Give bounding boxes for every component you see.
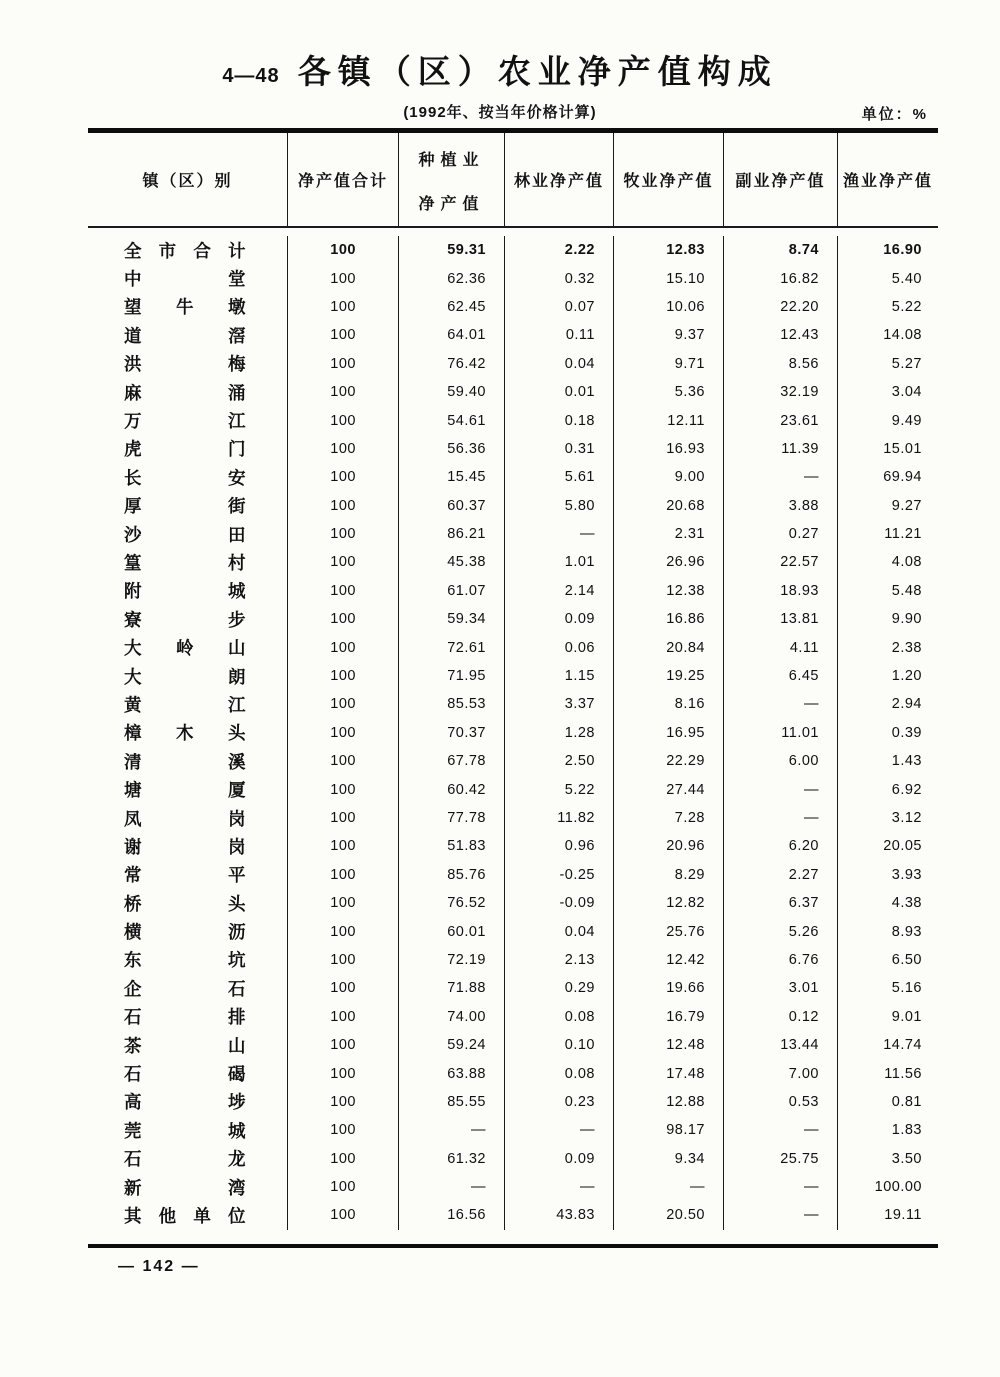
- value-cell: 72.61: [399, 633, 505, 661]
- title-block: [0, 46, 1000, 93]
- header-total: 净产值合计: [288, 133, 399, 226]
- value-cell: 6.76: [724, 946, 838, 974]
- value-cell: 0.01: [505, 378, 614, 406]
- value-cell: 85.55: [399, 1088, 505, 1116]
- value-cell: 15.45: [399, 463, 505, 491]
- header-sideline: 副业净产值: [724, 133, 838, 226]
- value-cell: 9.01: [891, 1008, 922, 1025]
- town-name-cell: 高 埗: [88, 1088, 288, 1116]
- town-name-cell: 大 朗: [88, 662, 288, 690]
- value-cell: 12.88: [614, 1088, 724, 1116]
- table-row: [88, 321, 938, 349]
- value-cell: 100: [288, 1031, 399, 1059]
- header-town: 镇（区）别: [88, 133, 288, 226]
- value-cell: 6.20: [724, 832, 838, 860]
- value-cell: 100: [288, 832, 399, 860]
- table-row: [88, 775, 938, 803]
- value-cell: 14.74: [883, 1037, 922, 1054]
- value-cell: 0.23: [505, 1088, 614, 1116]
- value-cell: 12.11: [614, 406, 724, 434]
- value-cell: 5.80: [505, 492, 614, 520]
- value-cell: 2.31: [614, 520, 724, 548]
- table-row: [88, 1031, 938, 1059]
- value-cell: 61.07: [399, 577, 505, 605]
- value-cell: 71.88: [399, 974, 505, 1002]
- value-cell: 100: [288, 1145, 399, 1173]
- table-row: [88, 861, 938, 889]
- table-row: [88, 435, 938, 463]
- value-cell: 5.22: [505, 775, 614, 803]
- value-cell: 100: [288, 974, 399, 1002]
- value-cell: 60.42: [399, 775, 505, 803]
- town-name-cell: 石 龙: [88, 1145, 288, 1173]
- header-planting-line1: 种植业: [418, 152, 485, 169]
- value-cell: 59.24: [399, 1031, 505, 1059]
- value-cell: 5.22: [891, 298, 922, 315]
- town-name-cell: 其 他 单 位: [88, 1201, 288, 1229]
- value-cell: 32.19: [724, 378, 838, 406]
- value-cell: 9.00: [614, 463, 724, 491]
- value-cell: 5.26: [724, 917, 838, 945]
- value-cell: 20.68: [614, 492, 724, 520]
- value-cell: 100: [288, 1059, 399, 1087]
- value-cell: 62.45: [399, 293, 505, 321]
- table-row: [88, 747, 938, 775]
- value-cell: 16.95: [614, 719, 724, 747]
- value-cell: 12.48: [614, 1031, 724, 1059]
- town-name-cell: 寮 步: [88, 605, 288, 633]
- value-cell: 5.40: [891, 270, 922, 287]
- value-cell: 9.34: [614, 1145, 724, 1173]
- town-name-cell: 附 城: [88, 577, 288, 605]
- value-cell: 100: [288, 1201, 399, 1229]
- town-name-cell: 谢 岗: [88, 832, 288, 860]
- town-name-cell: 虎 门: [88, 435, 288, 463]
- table-row: [88, 633, 938, 661]
- value-cell: 100: [288, 1116, 399, 1144]
- town-name-cell: 厚 街: [88, 492, 288, 520]
- value-cell: 85.53: [399, 690, 505, 718]
- value-cell: 8.16: [614, 690, 724, 718]
- town-name-cell: 黄 江: [88, 690, 288, 718]
- header-husbandry: 牧业净产值: [614, 133, 724, 226]
- value-cell: 11.82: [505, 804, 614, 832]
- value-cell: —: [724, 690, 838, 718]
- value-cell: 3.04: [891, 384, 922, 401]
- value-cell: 11.01: [724, 719, 838, 747]
- value-cell: —: [724, 1201, 838, 1229]
- value-cell: 100: [288, 605, 399, 633]
- town-name-cell: 道 滘: [88, 321, 288, 349]
- town-name-cell: 清 溪: [88, 747, 288, 775]
- header-fishery: 渔业净产值: [842, 173, 933, 190]
- table-row: [88, 1145, 938, 1173]
- town-name-cell: 大 岭 山: [88, 633, 288, 661]
- value-cell: 2.22: [505, 236, 614, 264]
- table-row: [88, 605, 938, 633]
- value-cell: 100: [288, 492, 399, 520]
- value-cell: 70.37: [399, 719, 505, 747]
- value-cell: 76.42: [399, 350, 505, 378]
- value-cell: 8.29: [614, 861, 724, 889]
- value-cell: 12.82: [614, 889, 724, 917]
- value-cell: 54.61: [399, 406, 505, 434]
- town-name-cell: 莞 城: [88, 1116, 288, 1144]
- subtitle: (1992年、按当年价格计算): [403, 104, 597, 121]
- table-row: [88, 1201, 938, 1229]
- table-row: [88, 293, 938, 321]
- value-cell: 1.43: [891, 753, 922, 770]
- value-cell: 100: [288, 236, 399, 264]
- value-cell: 9.71: [614, 350, 724, 378]
- value-cell: 1.15: [505, 662, 614, 690]
- value-cell: 100: [288, 406, 399, 434]
- table-number: 4—48: [222, 65, 280, 87]
- value-cell: 67.78: [399, 747, 505, 775]
- value-cell: 16.82: [724, 264, 838, 292]
- table-row: [88, 492, 938, 520]
- town-name-cell: 樟 木 头: [88, 719, 288, 747]
- value-cell: 22.57: [724, 548, 838, 576]
- page-title: 各镇（区）农业净产值构成: [297, 53, 778, 90]
- value-cell: 25.76: [614, 917, 724, 945]
- value-cell: 100: [288, 889, 399, 917]
- value-cell: -0.09: [505, 889, 614, 917]
- value-cell: 64.01: [399, 321, 505, 349]
- value-cell: 9.37: [614, 321, 724, 349]
- town-name-cell: 茶 山: [88, 1031, 288, 1059]
- town-name-cell: 桥 头: [88, 889, 288, 917]
- town-name-cell: 横 沥: [88, 917, 288, 945]
- value-cell: 62.36: [399, 264, 505, 292]
- value-cell: 85.76: [399, 861, 505, 889]
- value-cell: 3.12: [891, 810, 922, 826]
- table-row: [88, 264, 938, 292]
- value-cell: 19.11: [884, 1207, 922, 1224]
- value-cell: 61.32: [399, 1145, 505, 1173]
- value-cell: —: [399, 1173, 505, 1201]
- table-row: [88, 719, 938, 747]
- value-cell: 100: [288, 775, 399, 803]
- town-name-cell: 沙 田: [88, 520, 288, 548]
- town-name-cell: 全 市 合 计: [88, 236, 288, 264]
- table-row: [88, 662, 938, 690]
- value-cell: 5.27: [891, 355, 922, 372]
- value-cell: 7.28: [614, 804, 724, 832]
- value-cell: 100: [288, 917, 399, 945]
- value-cell: 100.00: [874, 1179, 922, 1196]
- value-cell: 12.43: [724, 321, 838, 349]
- value-cell: 13.44: [724, 1031, 838, 1059]
- value-cell: 8.74: [724, 236, 838, 264]
- value-cell: 100: [288, 662, 399, 690]
- table-body: [88, 228, 938, 1244]
- value-cell: 16.86: [614, 605, 724, 633]
- value-cell: 5.48: [891, 582, 922, 599]
- value-cell: 12.83: [614, 236, 724, 264]
- value-cell: —: [614, 1173, 724, 1201]
- value-cell: 100: [288, 804, 399, 832]
- value-cell: 100: [288, 435, 399, 463]
- value-cell: 8.93: [891, 923, 922, 940]
- value-cell: 0.09: [505, 605, 614, 633]
- table-row: [88, 974, 938, 1002]
- town-name-cell: 凤 岗: [88, 804, 288, 832]
- value-cell: 5.61: [505, 463, 614, 491]
- value-cell: 11.39: [724, 435, 838, 463]
- value-cell: 0.12: [724, 1003, 838, 1031]
- value-cell: 0.09: [505, 1145, 614, 1173]
- value-cell: 100: [288, 378, 399, 406]
- value-cell: 76.52: [399, 889, 505, 917]
- value-cell: 51.83: [399, 832, 505, 860]
- table-row: [88, 917, 938, 945]
- value-cell: 6.00: [724, 747, 838, 775]
- value-cell: 23.61: [724, 406, 838, 434]
- town-name-cell: 石 排: [88, 1003, 288, 1031]
- value-cell: 12.42: [614, 946, 724, 974]
- value-cell: 19.66: [614, 974, 724, 1002]
- value-cell: 0.31: [505, 435, 614, 463]
- value-cell: 6.45: [724, 662, 838, 690]
- town-name-cell: 东 坑: [88, 946, 288, 974]
- value-cell: —: [724, 463, 838, 491]
- table-row: [88, 378, 938, 406]
- value-cell: 59.34: [399, 605, 505, 633]
- value-cell: 1.01: [505, 548, 614, 576]
- value-cell: 56.36: [399, 435, 505, 463]
- town-name-cell: 石 碣: [88, 1059, 288, 1087]
- value-cell: 9.90: [891, 611, 922, 628]
- town-name-cell: 企 石: [88, 974, 288, 1002]
- value-cell: 15.10: [614, 264, 724, 292]
- value-cell: 20.05: [883, 838, 922, 855]
- value-cell: 0.04: [505, 917, 614, 945]
- value-cell: 14.08: [883, 327, 922, 344]
- table-row: [88, 577, 938, 605]
- value-cell: 0.06: [505, 633, 614, 661]
- value-cell: 100: [288, 293, 399, 321]
- town-name-cell: 中 堂: [88, 264, 288, 292]
- subtitle-row: [0, 101, 1000, 122]
- value-cell: 3.50: [891, 1150, 922, 1167]
- table-row: [88, 946, 938, 974]
- value-cell: 1.83: [891, 1122, 922, 1139]
- value-cell: 2.14: [505, 577, 614, 605]
- table-row: [88, 889, 938, 917]
- value-cell: 0.11: [505, 321, 614, 349]
- town-name-cell: 篁 村: [88, 548, 288, 576]
- value-cell: 2.94: [891, 696, 922, 713]
- value-cell: 8.56: [724, 350, 838, 378]
- value-cell: 0.08: [505, 1003, 614, 1031]
- value-cell: 0.27: [724, 520, 838, 548]
- value-cell: 0.18: [505, 406, 614, 434]
- value-cell: 2.13: [505, 946, 614, 974]
- value-cell: —: [505, 520, 614, 548]
- value-cell: 7.00: [724, 1059, 838, 1087]
- table-row: [88, 350, 938, 378]
- value-cell: 0.96: [505, 832, 614, 860]
- value-cell: 71.95: [399, 662, 505, 690]
- value-cell: 4.38: [891, 895, 922, 912]
- table-row: [88, 804, 938, 832]
- header-planting: [399, 133, 505, 226]
- value-cell: 17.48: [614, 1059, 724, 1087]
- value-cell: 63.88: [399, 1059, 505, 1087]
- unit-label: 单位：%: [861, 106, 928, 123]
- value-cell: 4.08: [891, 554, 922, 571]
- value-cell: 3.88: [724, 492, 838, 520]
- table-row: [88, 520, 938, 548]
- value-cell: 16.56: [399, 1201, 505, 1229]
- value-cell: 6.92: [891, 781, 922, 798]
- value-cell: 100: [288, 946, 399, 974]
- town-name-cell: 望 牛 墩: [88, 293, 288, 321]
- value-cell: 100: [288, 264, 399, 292]
- value-cell: 0.29: [505, 974, 614, 1002]
- value-cell: 43.83: [505, 1201, 614, 1229]
- value-cell: 18.93: [724, 577, 838, 605]
- table-row: [88, 1088, 938, 1116]
- town-name-cell: 常 平: [88, 861, 288, 889]
- value-cell: 72.19: [399, 946, 505, 974]
- value-cell: 59.31: [399, 236, 505, 264]
- value-cell: 11.56: [884, 1065, 922, 1082]
- value-cell: 0.04: [505, 350, 614, 378]
- value-cell: 69.94: [883, 469, 922, 486]
- value-cell: 100: [288, 548, 399, 576]
- value-cell: 86.21: [399, 520, 505, 548]
- table-row: [88, 1173, 938, 1201]
- value-cell: 100: [288, 1173, 399, 1201]
- value-cell: 0.81: [891, 1093, 922, 1110]
- value-cell: 45.38: [399, 548, 505, 576]
- table-row: [88, 406, 938, 434]
- town-name-cell: 新 湾: [88, 1173, 288, 1201]
- value-cell: 22.29: [614, 747, 724, 775]
- table-row: [88, 1116, 938, 1144]
- value-cell: 100: [288, 719, 399, 747]
- value-cell: 16.90: [883, 242, 922, 259]
- table-row: [88, 463, 938, 491]
- value-cell: 4.11: [724, 633, 838, 661]
- value-cell: 15.01: [883, 440, 922, 457]
- value-cell: 6.37: [724, 889, 838, 917]
- value-cell: 100: [288, 577, 399, 605]
- header-planting-line2: 净产值: [418, 196, 485, 213]
- value-cell: —: [724, 804, 838, 832]
- table-row: [88, 832, 938, 860]
- value-cell: —: [724, 1116, 838, 1144]
- value-cell: 22.20: [724, 293, 838, 321]
- value-cell: —: [399, 1116, 505, 1144]
- value-cell: 0.53: [724, 1088, 838, 1116]
- town-name-cell: 洪 梅: [88, 350, 288, 378]
- town-name-cell: 长 安: [88, 463, 288, 491]
- header-forestry: 林业净产值: [505, 133, 614, 226]
- value-cell: 2.27: [724, 861, 838, 889]
- value-cell: 74.00: [399, 1003, 505, 1031]
- value-cell: 19.25: [614, 662, 724, 690]
- value-cell: 27.44: [614, 775, 724, 803]
- value-cell: 3.93: [891, 866, 922, 883]
- table-row: [88, 690, 938, 718]
- town-name-cell: 麻 涌: [88, 378, 288, 406]
- value-cell: 25.75: [724, 1145, 838, 1173]
- value-cell: —: [724, 1173, 838, 1201]
- value-cell: 100: [288, 861, 399, 889]
- value-cell: 9.27: [891, 497, 922, 514]
- value-cell: 20.84: [614, 633, 724, 661]
- table-row: [88, 548, 938, 576]
- value-cell: 0.07: [505, 293, 614, 321]
- value-cell: 100: [288, 350, 399, 378]
- value-cell: 9.49: [891, 412, 922, 429]
- value-cell: 16.79: [614, 1003, 724, 1031]
- table-row: [88, 1059, 938, 1087]
- value-cell: 0.10: [505, 1031, 614, 1059]
- value-cell: 100: [288, 463, 399, 491]
- value-cell: 26.96: [614, 548, 724, 576]
- value-cell: 0.08: [505, 1059, 614, 1087]
- town-name-cell: 塘 厦: [88, 775, 288, 803]
- value-cell: 100: [288, 520, 399, 548]
- value-cell: 59.40: [399, 378, 505, 406]
- page-number: — 142 —: [118, 1258, 200, 1275]
- value-cell: 20.50: [614, 1201, 724, 1229]
- value-cell: 1.20: [891, 668, 922, 685]
- value-cell: 0.32: [505, 264, 614, 292]
- value-cell: 60.37: [399, 492, 505, 520]
- value-cell: —: [505, 1116, 614, 1144]
- town-name-cell: 万 江: [88, 406, 288, 434]
- value-cell: 3.37: [505, 690, 614, 718]
- value-cell: 98.17: [614, 1116, 724, 1144]
- value-cell: 100: [288, 1003, 399, 1031]
- value-cell: 2.50: [505, 747, 614, 775]
- value-cell: 1.28: [505, 719, 614, 747]
- value-cell: 5.16: [891, 980, 922, 997]
- value-cell: 100: [288, 747, 399, 775]
- value-cell: 11.21: [884, 526, 922, 543]
- value-cell: 77.78: [399, 804, 505, 832]
- value-cell: 0.39: [891, 724, 922, 741]
- value-cell: 6.50: [891, 951, 922, 968]
- value-cell: 10.06: [614, 293, 724, 321]
- table-header-row: [88, 133, 938, 228]
- statistics-table: [88, 128, 938, 1248]
- table-row: [88, 236, 938, 264]
- value-cell: 100: [288, 321, 399, 349]
- value-cell: 100: [288, 633, 399, 661]
- value-cell: -0.25: [505, 861, 614, 889]
- value-cell: 20.96: [614, 832, 724, 860]
- value-cell: 100: [288, 1088, 399, 1116]
- value-cell: 13.81: [724, 605, 838, 633]
- value-cell: 60.01: [399, 917, 505, 945]
- value-cell: —: [505, 1173, 614, 1201]
- value-cell: 5.36: [614, 378, 724, 406]
- value-cell: 100: [288, 690, 399, 718]
- value-cell: 12.38: [614, 577, 724, 605]
- value-cell: 3.01: [724, 974, 838, 1002]
- value-cell: 2.38: [891, 639, 922, 656]
- table-row: [88, 1003, 938, 1031]
- value-cell: 16.93: [614, 435, 724, 463]
- value-cell: —: [724, 775, 838, 803]
